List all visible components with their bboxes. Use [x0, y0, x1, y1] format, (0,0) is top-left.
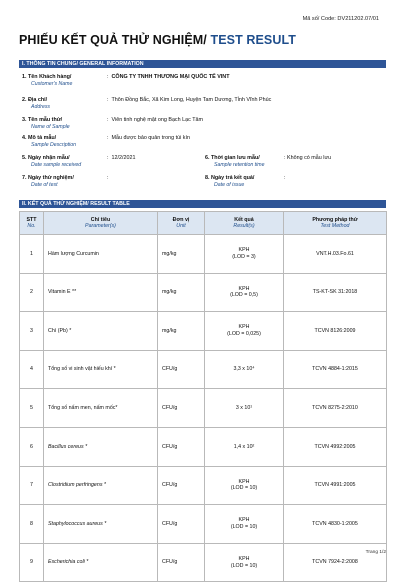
table-row: [20, 505, 387, 544]
row-no: 6: [20, 427, 44, 466]
colon: :: [107, 117, 109, 123]
header-parameter: Chỉ tiêu Parameter(s): [44, 212, 158, 235]
row-no: 8: [20, 505, 44, 544]
header-test-method: Phương pháp thử Test Method: [284, 212, 387, 235]
field-address-sublabel: Address: [31, 103, 51, 110]
row-parameter: Hàm lượng Curcumin: [44, 235, 158, 274]
header-result: Kết quả Result(s): [205, 212, 284, 235]
field-retention-time-value: [284, 155, 331, 162]
sample-description-value: Mẫu được bảo quản trong túi kín: [111, 135, 190, 141]
header-unit: Đơn vị Unit: [158, 212, 205, 235]
row-no: 3: [20, 312, 44, 351]
field-address: [22, 97, 50, 110]
date-received-value: 12/2/2021: [111, 155, 136, 161]
field-test-date-value: [107, 175, 112, 182]
row-method: TCVN 4830-1:2005: [284, 505, 387, 544]
row-no: 1: [20, 235, 44, 274]
row-result: KPH (LOD = 0,025): [205, 312, 284, 351]
colon: :: [284, 175, 286, 181]
table-row: [20, 312, 387, 351]
page-title-vi: PHIẾU KẾT QUẢ THỬ NGHIỆM/: [19, 33, 211, 47]
row-unit: mg/kg: [158, 273, 205, 312]
document-code-label: Mã số/ Code:: [302, 16, 336, 22]
document-code: [303, 16, 379, 22]
row-method: TS-KT-SK 31:2018: [284, 273, 387, 312]
row-no: 9: [20, 543, 44, 582]
document-code-value: DV211202.07/01: [337, 16, 379, 22]
row-result: 3,3 x 10⁴: [205, 350, 284, 389]
field-customer-name-value: [107, 74, 229, 81]
row-result: KPH (LOD = 10): [205, 505, 284, 544]
field-sample-name: [22, 117, 70, 130]
field-customer-name: [22, 74, 72, 87]
row-result: 1,4 x 10²: [205, 427, 284, 466]
row-unit: mg/kg: [158, 312, 205, 351]
row-method: TCVN 4884-1:2015: [284, 350, 387, 389]
row-unit: CFU/g: [158, 505, 205, 544]
field-sample-name-sublabel: Name of Sample: [31, 123, 70, 130]
field-issue-date-value: [284, 175, 287, 182]
row-result: KPH (LOD = 3): [205, 235, 284, 274]
customer-name-value: CÔNG TY TNHH THƯƠNG MẠI QUỐC TẾ VINT: [111, 74, 230, 80]
field-issue-date-sublabel: Date of issue: [214, 181, 245, 188]
result-table: [19, 211, 387, 582]
field-retention-time: [205, 155, 264, 168]
row-parameter: Bacillus cereus *: [44, 427, 158, 466]
retention-time-value: Không có mẫu lưu: [287, 155, 332, 161]
colon: :: [107, 74, 109, 80]
colon: :: [107, 135, 109, 141]
field-sample-description-value: [107, 135, 190, 142]
row-unit: CFU/g: [158, 389, 205, 428]
row-parameter: Tổng số nấm men, nấm mốc*: [44, 389, 158, 428]
field-test-date-sublabel: Date of test: [31, 181, 58, 188]
row-result: 3 x 10¹: [205, 389, 284, 428]
table-row: [20, 350, 387, 389]
table-row: [20, 466, 387, 505]
table-row: [20, 389, 387, 428]
row-method: VNT.H.03.Fo.61: [284, 235, 387, 274]
colon: :: [107, 97, 109, 103]
field-issue-date-label: 8. Ngày trả kết quả/: [205, 175, 255, 181]
row-parameter: Clostridium perfringens *: [44, 466, 158, 505]
field-test-date: [22, 175, 74, 188]
table-row: [20, 543, 387, 582]
field-address-label: 2. Địa chỉ/: [22, 97, 48, 103]
page-number: Trang 1/2: [365, 550, 386, 555]
field-test-date-label: 7. Ngày thử nghiệm/: [22, 175, 74, 181]
field-date-received-value: [107, 155, 135, 162]
row-result: KPH (LOD = 0,5): [205, 273, 284, 312]
field-sample-name-label: 3. Tên mẫu thử/: [22, 117, 63, 123]
table-row: [20, 235, 387, 274]
row-method: TCVN 8126:2009: [284, 312, 387, 351]
row-result: KPH (LOD = 10): [205, 466, 284, 505]
row-method: TCVN 4991:2005: [284, 466, 387, 505]
row-unit: CFU/g: [158, 350, 205, 389]
sample-name-value: Viên tinh nghệ mật ong Bạch Lạc Tâm: [111, 117, 204, 123]
colon: :: [284, 155, 286, 161]
row-unit: CFU/g: [158, 427, 205, 466]
field-sample-description-sublabel: Sample Description: [31, 141, 76, 148]
page-title-en: TEST RESULT: [210, 33, 297, 47]
result-table-header-row: [20, 212, 387, 235]
field-sample-description: [22, 135, 76, 148]
row-method: TCVN 8275-2:2010: [284, 389, 387, 428]
row-no: 5: [20, 389, 44, 428]
field-retention-time-label: 6. Thời gian lưu mẫu/: [205, 155, 260, 161]
section-general-information-header: I. THÔNG TIN CHUNG/ GENERAL INFORMATION: [19, 60, 386, 68]
address-value: Thôn Đồng Bắc, Xã Kim Long, Huyện Tam Dương, Tỉnh Vĩnh Phúc: [111, 97, 272, 103]
table-row: [20, 427, 387, 466]
page-title: [19, 33, 296, 47]
row-parameter: Staphylococcus aureus *: [44, 505, 158, 544]
row-parameter: Chì (Pb) *: [44, 312, 158, 351]
colon: :: [107, 175, 109, 181]
field-address-value: [107, 97, 271, 104]
colon: :: [107, 155, 109, 161]
field-customer-name-sublabel: Customer's Name: [31, 80, 73, 87]
field-issue-date: [205, 175, 254, 188]
field-retention-time-sublabel: Sample retention time: [214, 161, 265, 168]
section-result-table-header: II. KẾT QUẢ THỬ NGHIỆM/ RESULT TABLE: [19, 200, 386, 208]
row-no: 2: [20, 273, 44, 312]
field-customer-name-label: 1. Tên Khách hàng/: [22, 74, 72, 80]
row-no: 4: [20, 350, 44, 389]
row-parameter: Escherichia coli *: [44, 543, 158, 582]
row-unit: mg/kg: [158, 235, 205, 274]
row-parameter: Vitamin E **: [44, 273, 158, 312]
field-sample-name-value: [107, 117, 203, 124]
row-parameter: Tổng số vi sinh vật hiếu khí *: [44, 350, 158, 389]
field-date-received: [22, 155, 81, 168]
field-date-received-sublabel: Date sample received: [31, 161, 82, 168]
row-method: TCVN 4992:2005: [284, 427, 387, 466]
row-no: 7: [20, 466, 44, 505]
row-method: TCVN 7924-2:2008: [284, 543, 387, 582]
row-unit: CFU/g: [158, 466, 205, 505]
field-sample-description-label: 4. Mô tả mẫu/: [22, 135, 57, 141]
row-result: KPH (LOD = 10): [205, 543, 284, 582]
table-row: [20, 273, 387, 312]
row-unit: CFU/g: [158, 543, 205, 582]
header-no: STT No.: [20, 212, 44, 235]
field-date-received-label: 5. Ngày nhận mẫu/: [22, 155, 70, 161]
